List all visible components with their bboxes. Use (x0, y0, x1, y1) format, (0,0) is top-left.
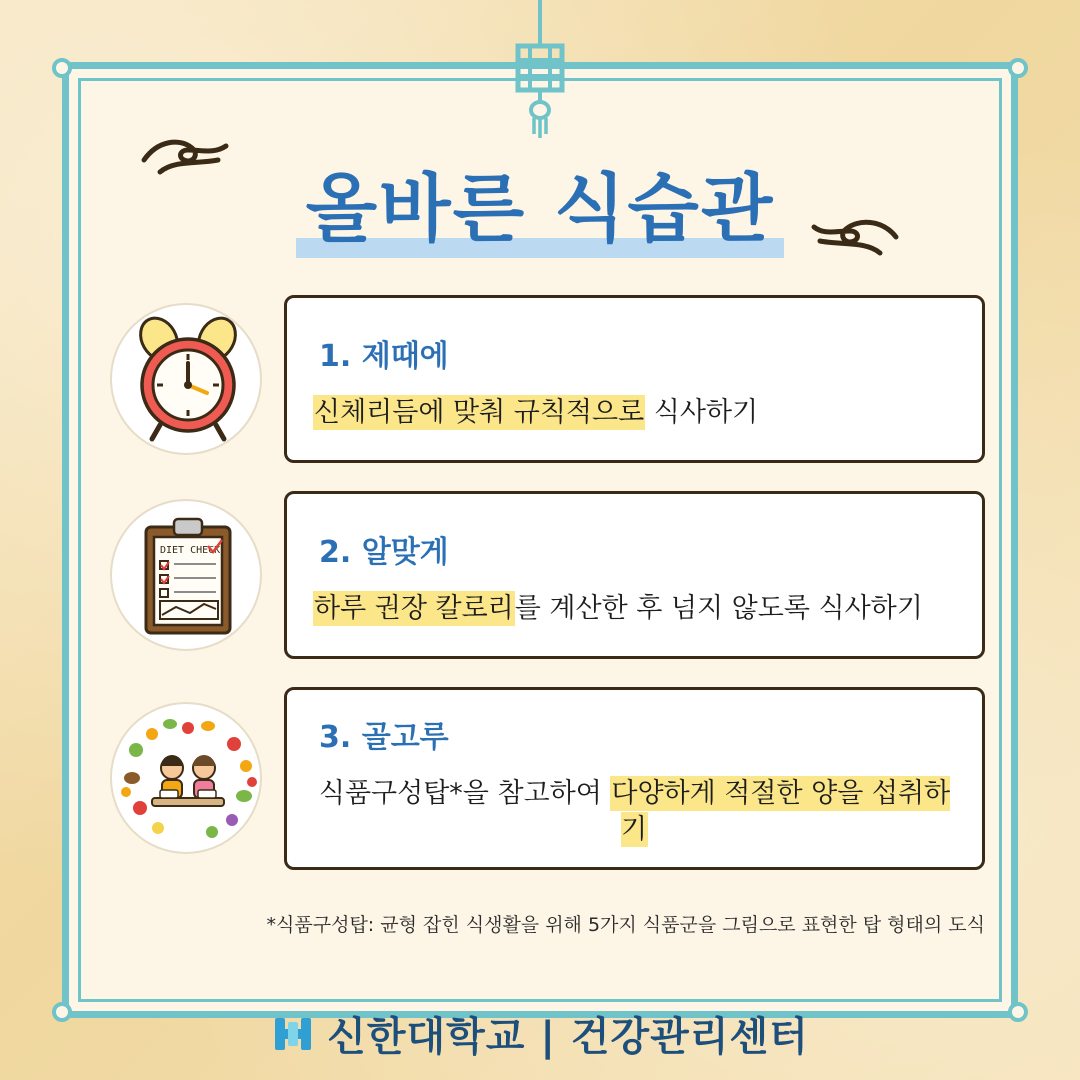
tip-heading: 2. 알맞게 (313, 527, 455, 571)
frame-corner-dot-top-left (52, 58, 72, 78)
list-item (110, 295, 985, 463)
page-title: 올바른 식습관 (296, 150, 785, 262)
list-item (110, 687, 985, 870)
tip-body-highlight: 다양하게 적절한 양을 섭취하기 (611, 778, 951, 846)
tip-body (313, 591, 956, 627)
tip-body (313, 395, 956, 431)
tip-body-highlight: 하루 권장 칼로리 (314, 592, 514, 624)
list-item (110, 491, 985, 659)
brand-name: 신한대학교 | 건강관리센터 (327, 1014, 809, 1060)
tip-heading: 3. 골고루 (313, 712, 455, 756)
tip-body-plain: 식품구성탑*을 참고하여 (318, 778, 611, 809)
tip-card (284, 687, 985, 870)
tips-list (110, 295, 985, 898)
tip-card (284, 295, 985, 463)
tip-body (313, 776, 956, 849)
tip-heading: 1. 제때에 (313, 331, 455, 375)
svg-text:DIET CHECK: DIET CHECK (160, 545, 221, 556)
shinhan-logo-icon (271, 1012, 315, 1056)
tip-body-highlight: 신체리듬에 맞춰 규칙적으로 (314, 396, 645, 428)
brand-footer (0, 1005, 1080, 1062)
alarm-clock-icon (110, 303, 262, 455)
food-tower-kids-icon (110, 702, 262, 854)
clipboard-diet-check-icon (110, 499, 262, 651)
korean-knot-ornament (500, 0, 580, 160)
tip-body-plain: 식사하기 (645, 396, 759, 428)
title-zone (0, 150, 1080, 262)
frame-corner-dot-top-right (1008, 58, 1028, 78)
tip-body-plain: 를 계산한 후 넘지 않도록 식사하기 (514, 592, 923, 624)
footnote: *식품구성탑: 균형 잡힌 식생활을 위해 5가지 식품군을 그림으로 표현한 탑 형태의 도식 (266, 914, 985, 936)
tip-card (284, 491, 985, 659)
